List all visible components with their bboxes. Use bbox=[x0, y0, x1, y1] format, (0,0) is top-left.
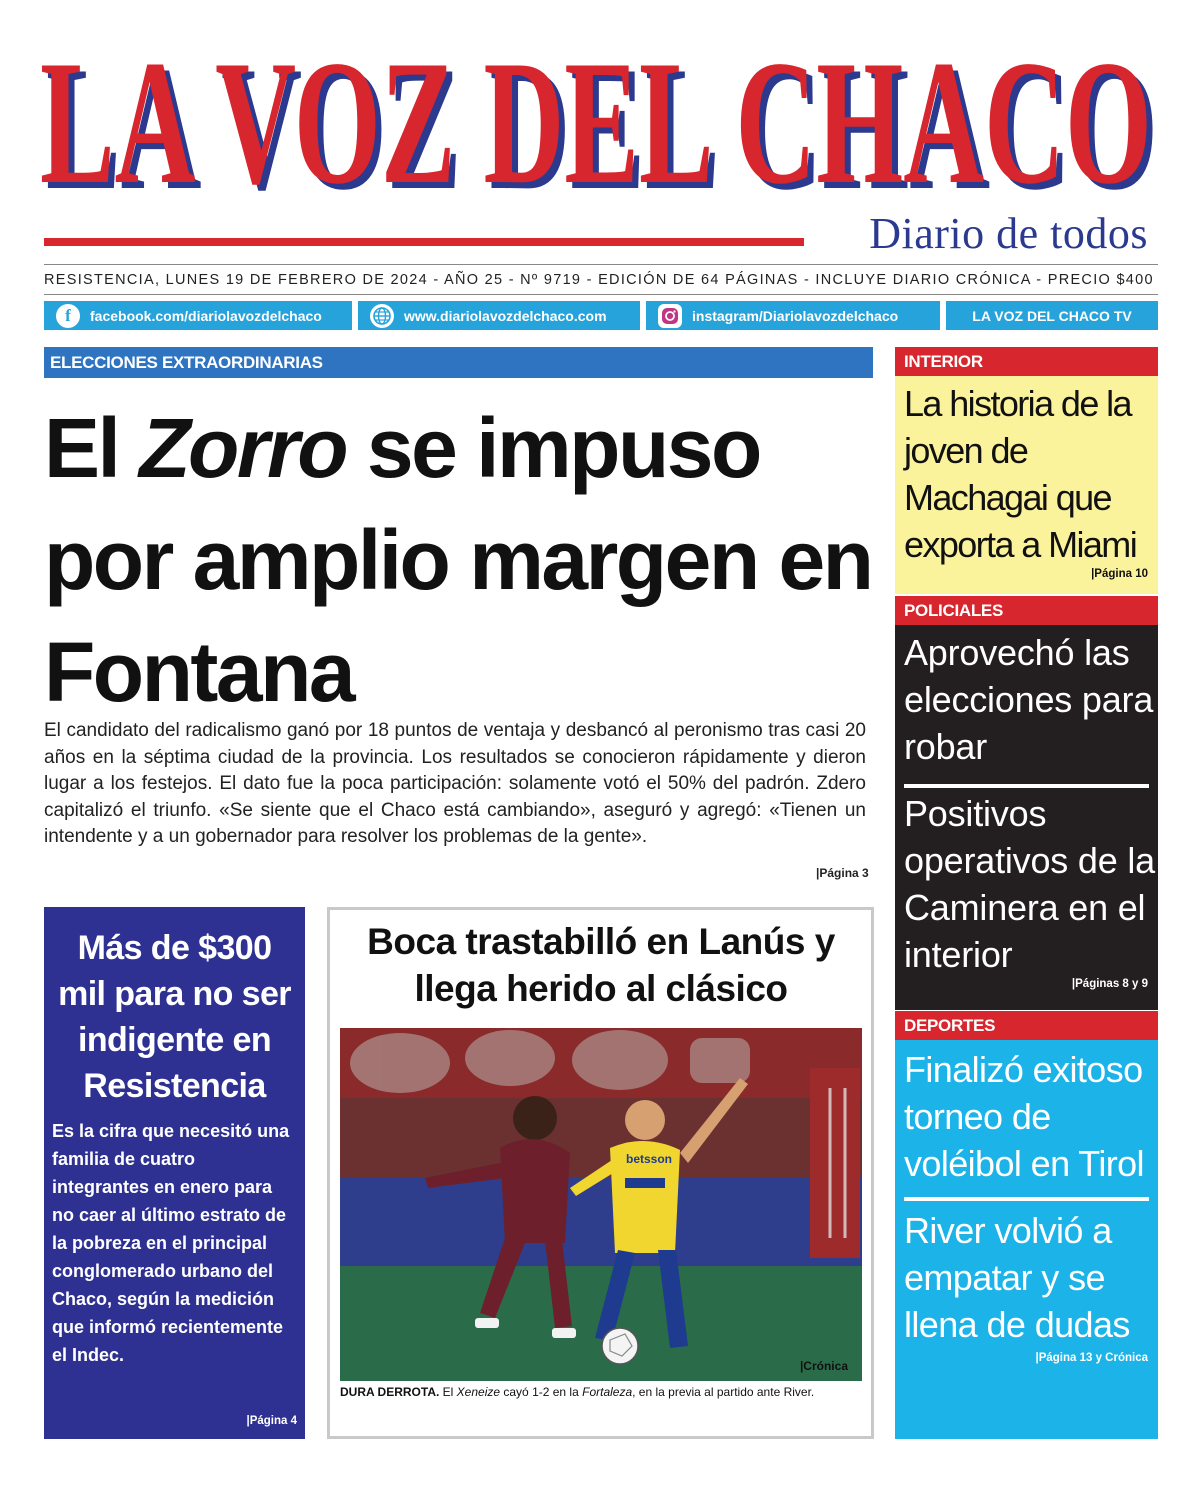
photo-banner-text: betsson bbox=[626, 1152, 673, 1166]
policiales-page-ref: |Páginas 8 y 9 bbox=[1071, 978, 1148, 990]
instagram-icon bbox=[658, 304, 682, 328]
main-headline-italic: Zorro bbox=[139, 401, 347, 495]
deportes-stories bbox=[895, 1040, 1158, 1439]
social-bar bbox=[44, 301, 1158, 330]
sidebar-policiales[interactable] bbox=[895, 596, 1158, 1010]
caption-italic-2: Fortaleza bbox=[582, 1385, 633, 1399]
caption-part-2: cayó 1-2 en la bbox=[500, 1385, 583, 1399]
dateline: RESISTENCIA, LUNES 19 DE FEBRERO DE 2024 - AÑO 25 - Nº 9719 - EDICIÓN DE 64 PÁGINAS - INCLUYE DIARIO CRÓNICA - PRECIO $400 bbox=[44, 272, 1154, 288]
policiales-stories bbox=[895, 625, 1158, 1010]
main-lead: El candidato del radicalismo ganó por 18 puntos de ventaja y desbancó al peronismo tras casi 20 años en la séptima ciudad de la provincia. Los resultados se conocieron rápidamente y dieron lugar a los festejos. El dato fue la poca participación: solamente votó el 50% del padrón. Zdero capitalizó el triunfo. «Se siente que el Chaco está cambiando», aseguró y agregó: «Tienen un intendente y a un gobernador para resolver los problemas de la gente». bbox=[44, 720, 866, 847]
website-link-label: www.diariolavozdelchaco.com bbox=[404, 307, 607, 324]
caption-italic-1: Xeneize bbox=[456, 1385, 501, 1399]
poverty-headline: Más de $300 mil para no ser indigente en Resistencia bbox=[58, 929, 291, 1105]
boca-headline: Boca trastabilló en Lanús y llega herido al clásico bbox=[367, 921, 835, 1009]
deportes-page-ref: |Página 13 y Crónica bbox=[1035, 1352, 1148, 1364]
newspaper-title bbox=[40, 30, 1165, 205]
caption-bold: DURA DERROTA. bbox=[340, 1385, 440, 1399]
tagline: Diario de todos bbox=[869, 209, 1148, 258]
main-page-ref: |Página 3 bbox=[816, 866, 869, 880]
masthead-red-rule bbox=[44, 238, 804, 246]
facebook-icon: f bbox=[56, 304, 80, 328]
section-label-policiales: POLICIALES bbox=[895, 596, 1158, 625]
facebook-link-label: facebook.com/diariolavozdelchaco bbox=[90, 307, 322, 324]
poverty-body: Es la cifra que necesitó una familia de cuatro integrantes en enero para no caer al último estrato de la pobreza en el principal conglomerado urbano del Chaco, según la medición que informó recientemente el Indec. bbox=[52, 1121, 290, 1365]
policiales-headline-2: Positivos operativos de la Caminera en el interior bbox=[904, 793, 1155, 975]
facebook-link[interactable] bbox=[44, 301, 352, 330]
newspaper-title-text: LA VOZ DEL CHACO bbox=[40, 30, 1152, 205]
policiales-divider bbox=[904, 784, 1149, 788]
caption-part-1: El bbox=[439, 1385, 457, 1399]
deportes-divider bbox=[904, 1197, 1149, 1201]
main-headline[interactable] bbox=[44, 392, 873, 728]
deportes-headline-1: Finalizó exitoso torneo de voléibol en Tirol bbox=[904, 1049, 1144, 1184]
interior-story bbox=[895, 376, 1158, 594]
boca-story-box[interactable] bbox=[327, 907, 874, 1439]
caption-part-3: , en la previa al partido ante River. bbox=[632, 1385, 815, 1399]
deportes-headline-2: River volvió a empatar y se llena de dudas bbox=[904, 1210, 1130, 1345]
tv-link-label: LA VOZ DEL CHACO TV bbox=[972, 307, 1132, 324]
main-headline-post: se impuso por amplio margen en Fontana bbox=[44, 401, 872, 719]
dateline-rule-bottom bbox=[44, 294, 1158, 295]
sidebar-interior[interactable] bbox=[895, 347, 1158, 594]
dateline-rule-top bbox=[44, 264, 1158, 265]
interior-headline: La historia de la joven de Machagai que exporta a Miami bbox=[904, 383, 1137, 565]
globe-icon bbox=[370, 304, 394, 328]
sidebar-deportes[interactable] bbox=[895, 1011, 1158, 1439]
instagram-link[interactable] bbox=[646, 301, 940, 330]
website-link[interactable] bbox=[358, 301, 640, 330]
photo-credit: |Crónica bbox=[799, 1359, 848, 1373]
photo-caption bbox=[340, 1385, 862, 1399]
football-match-photo bbox=[340, 1028, 862, 1381]
interior-page-ref: |Página 10 bbox=[1091, 568, 1148, 580]
poverty-page-ref: |Página 4 bbox=[246, 1415, 297, 1427]
tv-link[interactable] bbox=[946, 301, 1158, 330]
section-label-interior: INTERIOR bbox=[895, 347, 1158, 376]
section-label-elecciones: ELECCIONES EXTRAORDINARIAS bbox=[44, 347, 873, 378]
poverty-story-box[interactable] bbox=[44, 907, 305, 1439]
section-label-deportes: DEPORTES bbox=[895, 1011, 1158, 1040]
main-headline-pre: El bbox=[44, 401, 140, 495]
newspaper-title-shadow: LA VOZ DEL CHACO bbox=[46, 30, 1158, 205]
policiales-headline-1: Aprovechó las elecciones para robar bbox=[904, 632, 1154, 767]
instagram-link-label: instagram/Diariolavozdelchaco bbox=[692, 307, 899, 324]
